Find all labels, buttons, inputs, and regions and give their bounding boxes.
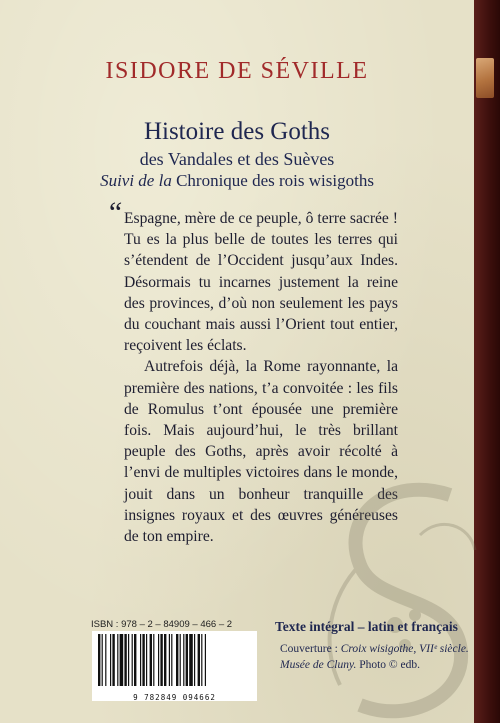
- barcode-bar: [112, 634, 114, 686]
- barcode-bar: [146, 634, 147, 686]
- barcode-bar: [134, 634, 136, 686]
- barcode-bar: [186, 634, 188, 686]
- barcode-number: 9 782849 094662: [133, 693, 216, 702]
- author-name: ISIDORE DE SÉVILLE: [105, 58, 369, 84]
- quote-paragraph: Espagne, mère de ce peuple, ô terre sacrée ! Tu es la plus belle de toutes les terres qui s’étendent de l’Occident jusqu’aux Indes. Désormais tu incarnes justement la reine des provinces, d’où non seulement les pays du couchant mais aussi l’Orient tout entier, reçoivent les éclats.: [124, 210, 398, 355]
- barcode-bar: [183, 634, 184, 686]
- book-title: Histoire des Goths: [143, 118, 331, 145]
- open-quote-mark: “: [106, 196, 123, 229]
- book-subtitle-secondary: [0, 171, 474, 191]
- cover-credit-museum: Musée de Cluny.: [280, 659, 357, 671]
- cover-credit: [280, 641, 475, 673]
- barcode-bar: [153, 634, 154, 686]
- subtitle-regular-part: Chronique des rois wisigoths: [171, 171, 374, 190]
- quote-paragraph: Autrefois déjà, la Rome rayonnante, la première des nations, t’a convoitée : les fils de Romulus t’ont épousée une première fois. Mais aujourd’hui, le très brillant peuple des Goths, après avoir récolté à l’envi de multiples victoires dans le monde, jouit dans un bonheur tranquille des insignes royaux et des œuvres généreuses de ton empire.: [124, 358, 398, 546]
- barcode-bar: [205, 634, 206, 686]
- barcode-bar: [158, 634, 159, 686]
- barcode-bar: [171, 634, 172, 686]
- barcode-bar: [160, 634, 162, 686]
- decorative-initial-letter-icon: [300, 475, 500, 723]
- barcode-bar: [140, 634, 141, 686]
- barcode-bar: [201, 634, 202, 686]
- barcode-bar: [117, 634, 118, 686]
- barcode-bar: [102, 634, 103, 686]
- cover-credit-photo: Photo © edb.: [356, 659, 421, 671]
- spine-emblem: [476, 58, 494, 98]
- barcode-bar: [120, 634, 124, 686]
- isbn-text: ISBN : 978 – 2 – 84909 – 466 – 2: [91, 619, 233, 630]
- barcode-bar: [169, 634, 170, 686]
- barcode-bar: [142, 634, 144, 686]
- barcode-bar: [98, 634, 100, 686]
- barcode-bar: [124, 634, 126, 686]
- barcode-bar: [128, 634, 129, 686]
- barcode-bar: [194, 634, 195, 686]
- barcode-bar: [176, 634, 178, 686]
- barcode-bar: [164, 634, 166, 686]
- cover-credit-item: Croix wisigothe, VIIᵉ siècle.: [340, 643, 469, 655]
- barcode-bar: [110, 634, 111, 686]
- barcode: [92, 631, 257, 701]
- barcode-bar: [198, 634, 200, 686]
- barcode-bar: [180, 634, 181, 686]
- barcode-bar: [150, 634, 152, 686]
- cover-credit-prefix: Couverture :: [280, 643, 341, 655]
- barcode-bar: [132, 634, 133, 686]
- barcode-bars: [96, 634, 253, 690]
- book-subtitle: des Vandales et des Suèves: [139, 149, 335, 169]
- subtitle-italic-part: Suivi de la: [100, 171, 172, 190]
- barcode-bar: [105, 634, 106, 686]
- barcode-bar: [189, 634, 193, 686]
- edition-note: Texte intégral – latin et français: [275, 619, 458, 634]
